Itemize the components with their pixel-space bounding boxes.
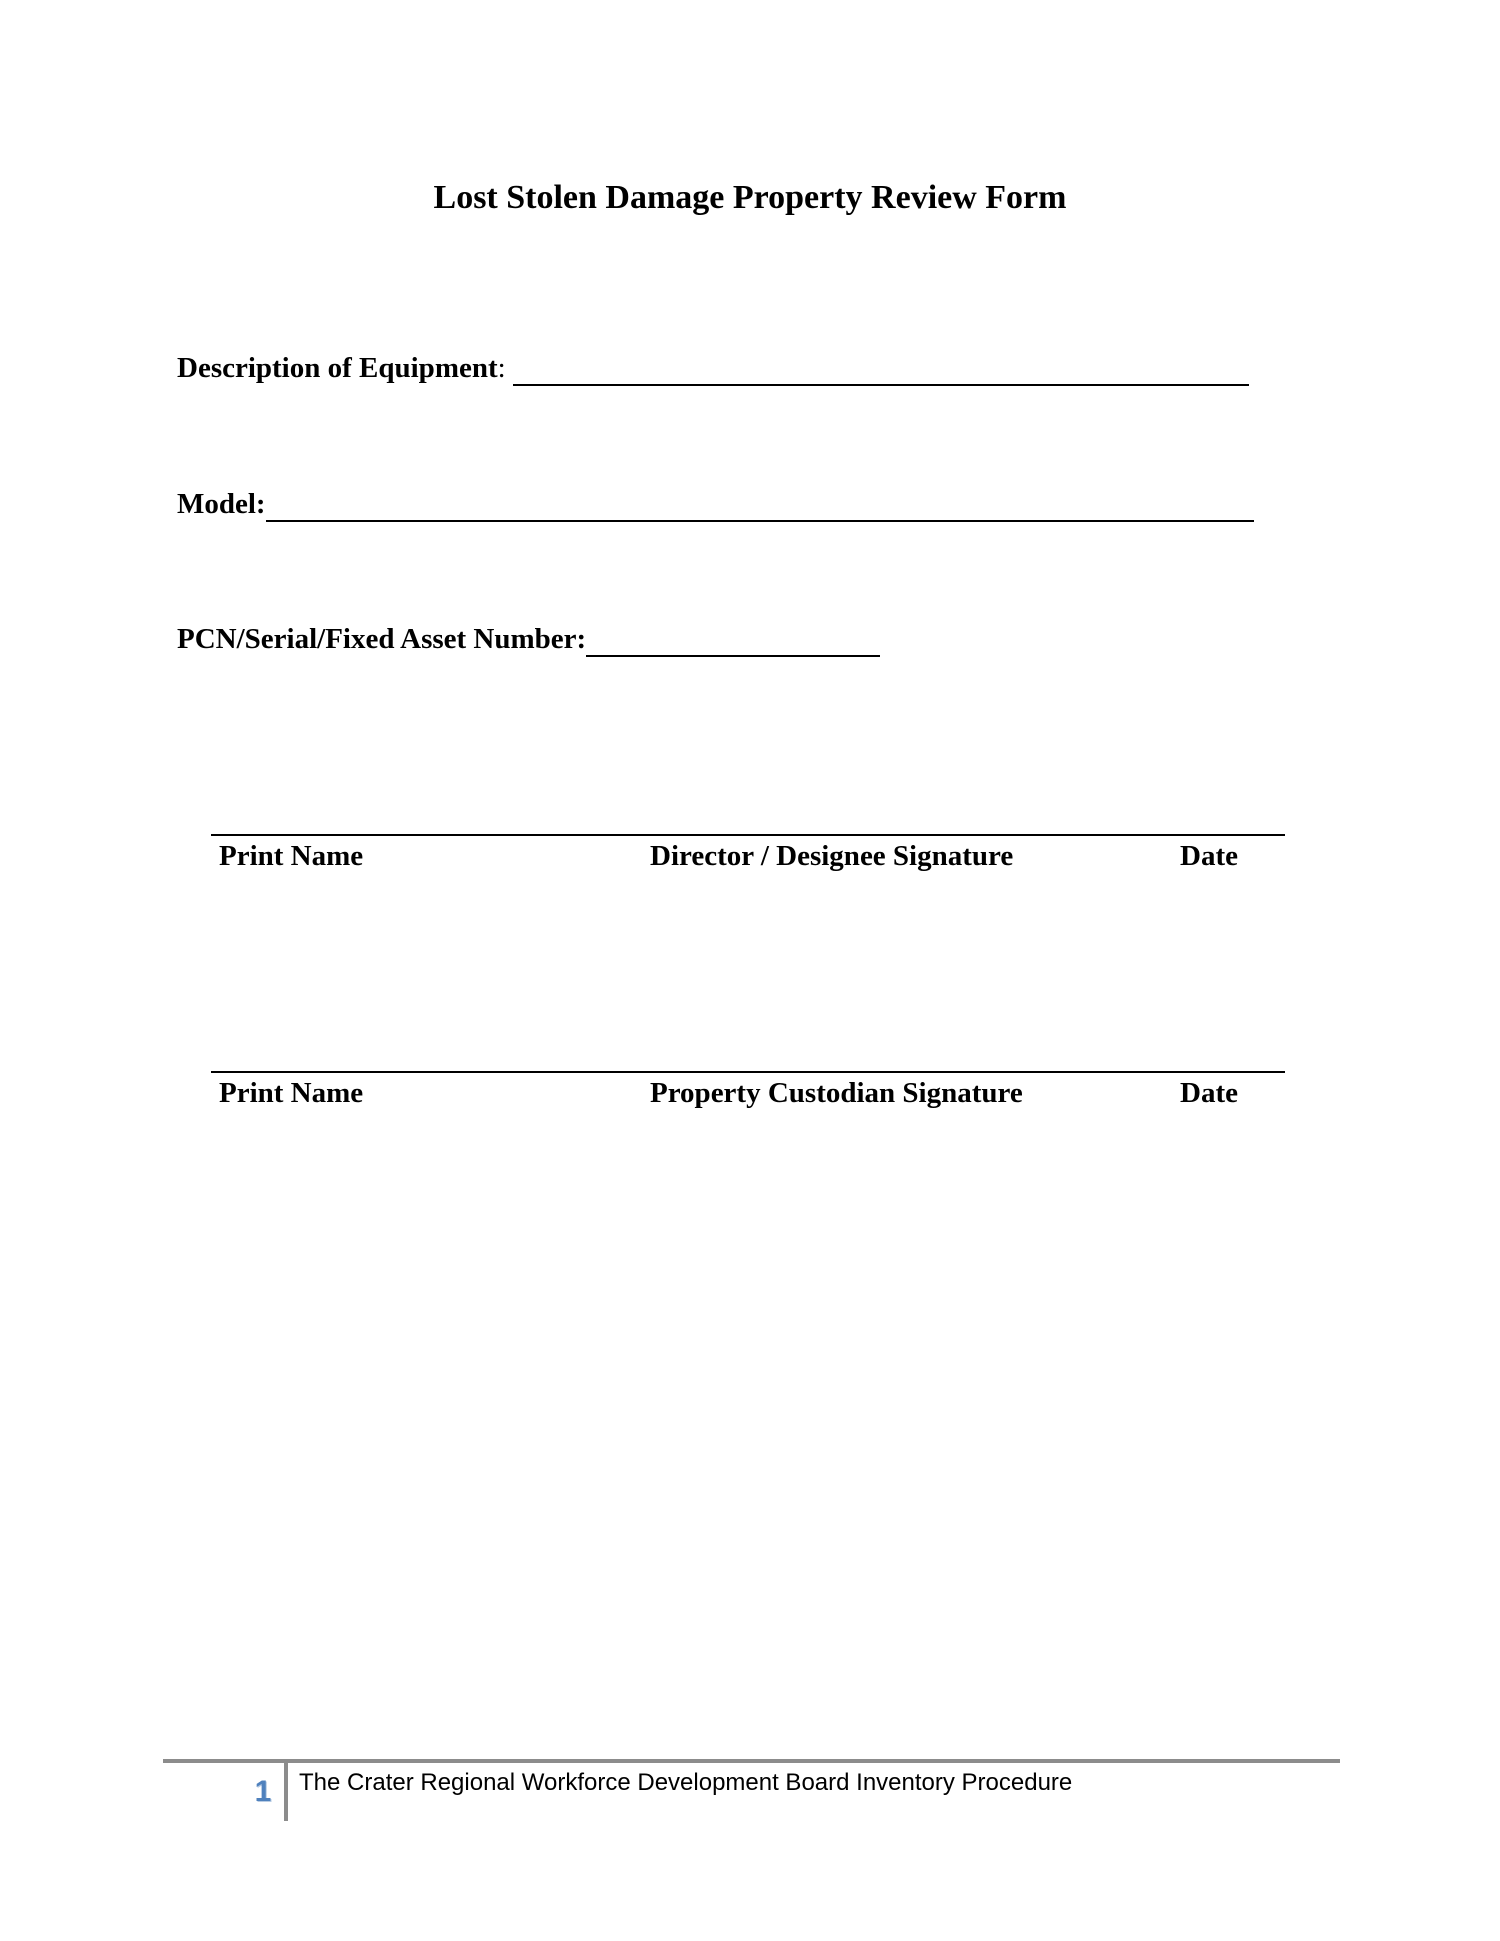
model-label: Model: [177, 488, 266, 520]
description-blank-line[interactable] [513, 354, 1249, 386]
serial-blank-line[interactable] [586, 625, 880, 657]
custodian-signature-label: Property Custodian Signature [650, 1077, 1023, 1109]
description-of-equipment-field [177, 350, 1249, 386]
director-print-name-label: Print Name [219, 840, 364, 872]
footer-divider [284, 1763, 288, 1821]
description-label: Description of Equipment [177, 352, 498, 384]
page-number: 1 [254, 1775, 272, 1808]
custodian-print-name-label: Print Name [219, 1077, 364, 1109]
model-blank-line[interactable] [266, 490, 1254, 522]
custodian-signature-line[interactable] [211, 1071, 1285, 1073]
serial-label: PCN/Serial/Fixed Asset Number: [177, 623, 587, 655]
description-colon: : [497, 352, 506, 384]
model-field [177, 486, 1254, 522]
page-title: Lost Stolen Damage Property Review Form [433, 179, 1067, 216]
footer-rule [163, 1759, 1340, 1763]
footer-text: The Crater Regional Workforce Development Board Inventory Procedure [299, 1769, 1073, 1796]
serial-number-field [177, 621, 880, 657]
custodian-date-label: Date [1180, 1077, 1238, 1109]
director-signature-line[interactable] [211, 834, 1285, 836]
director-date-label: Date [1180, 840, 1238, 872]
director-signature-label: Director / Designee Signature [650, 840, 1014, 872]
